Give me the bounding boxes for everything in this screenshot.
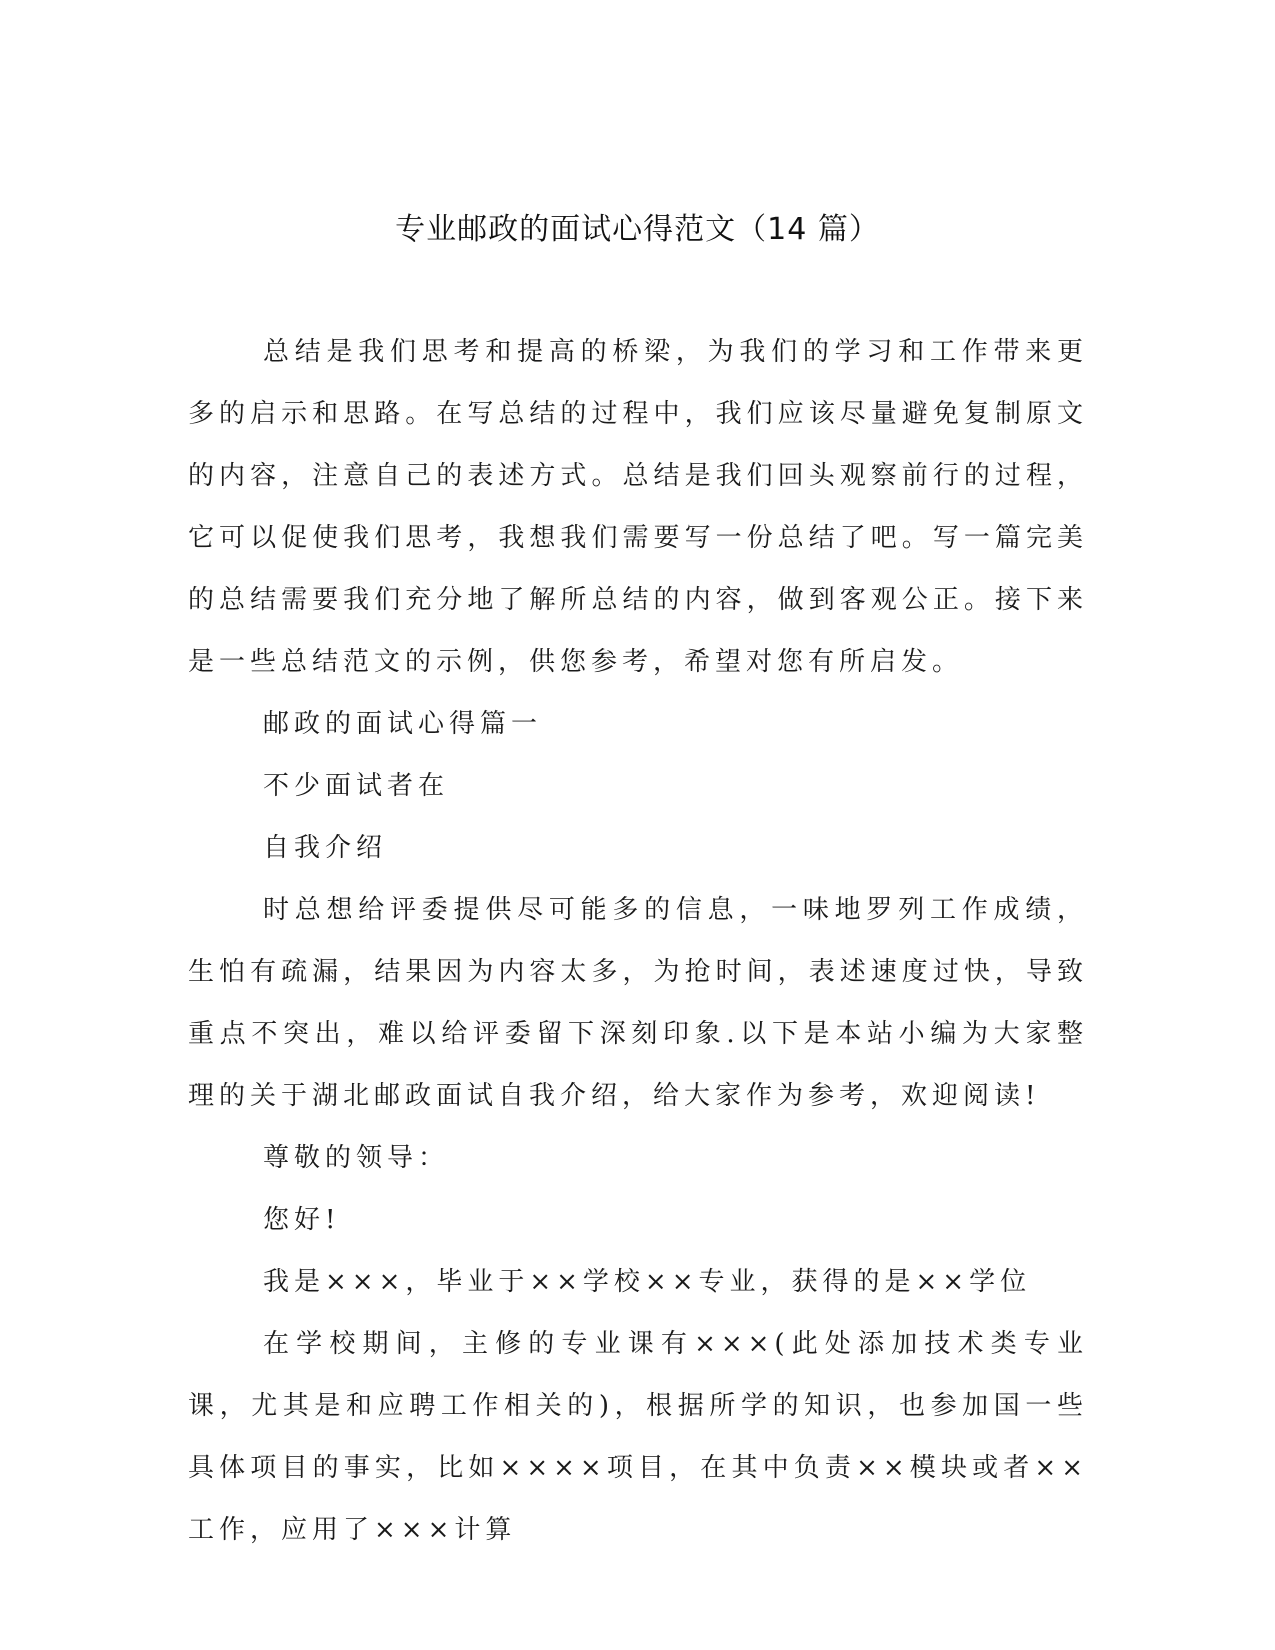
- paragraph-salutation: 尊敬的领导：: [263, 1143, 450, 1173]
- document-title: 专业邮政的面试心得范文（14 篇）: [395, 212, 880, 247]
- paragraph-greeting: 您好!: [263, 1205, 341, 1235]
- paragraph: 在学校期间，主修的专业课有×××(此处添加技术类专业课，尤其是和应聘工作相关的)，根据所学的知识，也参加国一些具体项目的事实，比如××××项目，在其中负责××模块或者××工作，应用了×××计算: [188, 1329, 1088, 1545]
- paragraph: 时总想给评委提供尽可能多的信息，一味地罗列工作成绩，生怕有疏漏，结果因为内容太多，为抢时间，表述速度过快，导致重点不突出，难以给评委留下深刻印象.以下是本站小编为大家整理的关于湖北邮政面试自我介绍，给大家作为参考，欢迎阅读!: [188, 895, 1088, 1111]
- paragraph: 不少面试者在: [263, 771, 450, 801]
- paragraph: 我是×××，毕业于××学校××专业，获得的是××学位: [263, 1267, 1032, 1297]
- paragraph-section-heading: 邮政的面试心得篇一: [263, 709, 543, 739]
- paragraph: 自我介绍: [263, 833, 388, 863]
- document-body: [188, 321, 1088, 1561]
- paragraph-intro: 总结是我们思考和提高的桥梁，为我们的学习和工作带来更多的启示和思路。在写总结的过程中，我们应该尽量避免复制原文的内容，注意自己的表述方式。总结是我们回头观察前行的过程，它可以促使我们思考，我想我们需要写一份总结了吧。写一篇完美的总结需要我们充分地了解所总结的内容，做到客观公正。接下来是一些总结范文的示例，供您参考，希望对您有所启发。: [188, 337, 1088, 677]
